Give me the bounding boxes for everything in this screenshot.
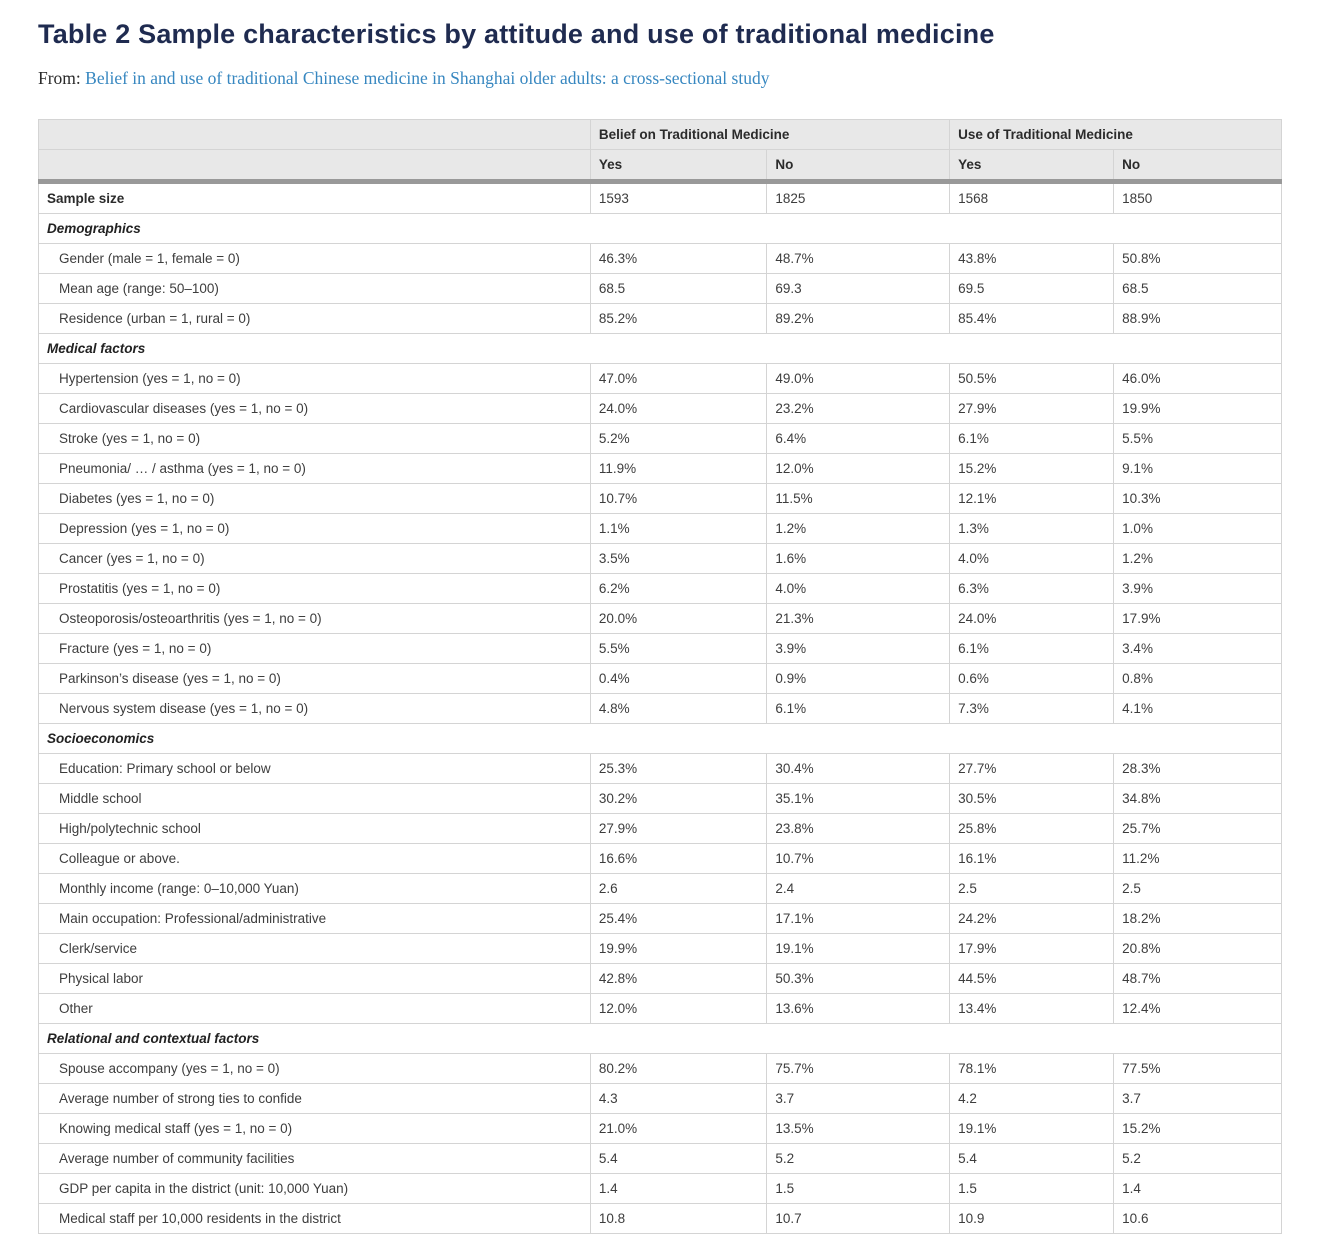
- cell-value: 1.5: [950, 1174, 1114, 1204]
- row-label: Colleague or above.: [39, 844, 591, 874]
- corner-cell: [39, 150, 591, 182]
- row-label: Other: [39, 994, 591, 1024]
- cell-value: 27.9%: [950, 394, 1114, 424]
- table-row: [39, 544, 1282, 574]
- table-row: [39, 1174, 1282, 1204]
- table-header: [39, 120, 1282, 182]
- column-header-use-yes: Yes: [950, 150, 1114, 182]
- cell-value: 25.8%: [950, 814, 1114, 844]
- cell-value: 1825: [767, 182, 950, 214]
- table-row: [39, 514, 1282, 544]
- table-row: [39, 304, 1282, 334]
- cell-value: 69.5: [950, 274, 1114, 304]
- cell-value: 24.0%: [950, 604, 1114, 634]
- cell-value: 2.4: [767, 874, 950, 904]
- cell-value: 1.2%: [1114, 544, 1282, 574]
- cell-value: 10.7%: [767, 844, 950, 874]
- cell-value: 5.4: [590, 1144, 767, 1174]
- cell-value: 5.2: [767, 1144, 950, 1174]
- cell-value: 6.1%: [950, 634, 1114, 664]
- cell-value: 4.1%: [1114, 694, 1282, 724]
- row-label: Hypertension (yes = 1, no = 0): [39, 364, 591, 394]
- cell-value: 85.2%: [590, 304, 767, 334]
- table-row: [39, 424, 1282, 454]
- row-label: Monthly income (range: 0–10,000 Yuan): [39, 874, 591, 904]
- cell-value: 3.7: [767, 1084, 950, 1114]
- cell-value: 47.0%: [590, 364, 767, 394]
- row-label: Average number of community facilities: [39, 1144, 591, 1174]
- row-label: Parkinson’s disease (yes = 1, no = 0): [39, 664, 591, 694]
- row-label: Diabetes (yes = 1, no = 0): [39, 484, 591, 514]
- cell-value: 25.7%: [1114, 814, 1282, 844]
- table-row: [39, 814, 1282, 844]
- row-label: Physical labor: [39, 964, 591, 994]
- cell-value: 0.4%: [590, 664, 767, 694]
- table-row: [39, 484, 1282, 514]
- row-label: Main occupation: Professional/administrative: [39, 904, 591, 934]
- table-row: [39, 934, 1282, 964]
- table-row: [39, 964, 1282, 994]
- cell-value: 16.6%: [590, 844, 767, 874]
- row-label: Residence (urban = 1, rural = 0): [39, 304, 591, 334]
- column-header-belief-no: No: [767, 150, 950, 182]
- cell-value: 10.7: [767, 1204, 950, 1234]
- cell-value: 6.3%: [950, 574, 1114, 604]
- row-label: Education: Primary school or below: [39, 754, 591, 784]
- row-label: Pneumonia/ … / asthma (yes = 1, no = 0): [39, 454, 591, 484]
- table-row: [39, 182, 1282, 214]
- cell-value: 3.9%: [1114, 574, 1282, 604]
- cell-value: 13.5%: [767, 1114, 950, 1144]
- row-label: Fracture (yes = 1, no = 0): [39, 634, 591, 664]
- cell-value: 2.5: [950, 874, 1114, 904]
- cell-value: 75.7%: [767, 1054, 950, 1084]
- cell-value: 30.2%: [590, 784, 767, 814]
- section-label: Relational and contextual factors: [39, 1024, 1282, 1054]
- cell-value: 89.2%: [767, 304, 950, 334]
- table-row: [39, 1054, 1282, 1084]
- cell-value: 88.9%: [1114, 304, 1282, 334]
- cell-value: 50.8%: [1114, 244, 1282, 274]
- cell-value: 3.7: [1114, 1084, 1282, 1114]
- table-row: [39, 604, 1282, 634]
- cell-value: 0.6%: [950, 664, 1114, 694]
- table-row: [39, 1144, 1282, 1174]
- cell-value: 5.4: [950, 1144, 1114, 1174]
- cell-value: 69.3: [767, 274, 950, 304]
- cell-value: 10.9: [950, 1204, 1114, 1234]
- cell-value: 24.2%: [950, 904, 1114, 934]
- cell-value: 17.1%: [767, 904, 950, 934]
- row-label: Spouse accompany (yes = 1, no = 0): [39, 1054, 591, 1084]
- cell-value: 68.5: [590, 274, 767, 304]
- from-label: From:: [38, 68, 81, 89]
- cell-value: 34.8%: [1114, 784, 1282, 814]
- table-row: [39, 394, 1282, 424]
- source-article-link[interactable]: Belief in and use of traditional Chinese medicine in Shanghai older adults: a cross-sectional study: [85, 68, 770, 89]
- cell-value: 4.3: [590, 1084, 767, 1114]
- table-row: [39, 904, 1282, 934]
- cell-value: 1.1%: [590, 514, 767, 544]
- cell-value: 15.2%: [1114, 1114, 1282, 1144]
- cell-value: 27.7%: [950, 754, 1114, 784]
- cell-value: 10.6: [1114, 1204, 1282, 1234]
- section-row: [39, 334, 1282, 364]
- cell-value: 77.5%: [1114, 1054, 1282, 1084]
- cell-value: 4.2: [950, 1084, 1114, 1114]
- cell-value: 1.4: [590, 1174, 767, 1204]
- cell-value: 19.9%: [590, 934, 767, 964]
- table-row: [39, 274, 1282, 304]
- cell-value: 11.2%: [1114, 844, 1282, 874]
- cell-value: 6.2%: [590, 574, 767, 604]
- cell-value: 1.5: [767, 1174, 950, 1204]
- cell-value: 3.5%: [590, 544, 767, 574]
- cell-value: 10.3%: [1114, 484, 1282, 514]
- cell-value: 1.2%: [767, 514, 950, 544]
- section-label: Medical factors: [39, 334, 1282, 364]
- from-line: [38, 68, 1282, 89]
- cell-value: 46.0%: [1114, 364, 1282, 394]
- page-title: Table 2 Sample characteristics by attitude and use of traditional medicine: [38, 19, 995, 49]
- cell-value: 16.1%: [950, 844, 1114, 874]
- cell-value: 1.4: [1114, 1174, 1282, 1204]
- cell-value: 78.1%: [950, 1054, 1114, 1084]
- cell-value: 20.8%: [1114, 934, 1282, 964]
- cell-value: 50.5%: [950, 364, 1114, 394]
- cell-value: 12.0%: [767, 454, 950, 484]
- cell-value: 13.6%: [767, 994, 950, 1024]
- cell-value: 1.6%: [767, 544, 950, 574]
- row-label: Cancer (yes = 1, no = 0): [39, 544, 591, 574]
- row-label: Knowing medical staff (yes = 1, no = 0): [39, 1114, 591, 1144]
- cell-value: 27.9%: [590, 814, 767, 844]
- cell-value: 68.5: [1114, 274, 1282, 304]
- cell-value: 19.9%: [1114, 394, 1282, 424]
- table-body: [39, 182, 1282, 1234]
- cell-value: 80.2%: [590, 1054, 767, 1084]
- cell-value: 2.5: [1114, 874, 1282, 904]
- row-label: Clerk/service: [39, 934, 591, 964]
- row-label: Average number of strong ties to confide: [39, 1084, 591, 1114]
- cell-value: 42.8%: [590, 964, 767, 994]
- cell-value: 17.9%: [950, 934, 1114, 964]
- table-row: [39, 634, 1282, 664]
- cell-value: 50.3%: [767, 964, 950, 994]
- cell-value: 25.3%: [590, 754, 767, 784]
- cell-value: 0.9%: [767, 664, 950, 694]
- cell-value: 4.0%: [767, 574, 950, 604]
- table-row: [39, 1084, 1282, 1114]
- cell-value: 49.0%: [767, 364, 950, 394]
- column-header-belief-yes: Yes: [590, 150, 767, 182]
- sample-characteristics-table: [38, 119, 1282, 1234]
- cell-value: 19.1%: [950, 1114, 1114, 1144]
- cell-value: 25.4%: [590, 904, 767, 934]
- table-row: [39, 1204, 1282, 1234]
- table-row: [39, 874, 1282, 904]
- cell-value: 20.0%: [590, 604, 767, 634]
- cell-value: 10.8: [590, 1204, 767, 1234]
- cell-value: 48.7%: [767, 244, 950, 274]
- row-label: Sample size: [39, 182, 591, 214]
- row-label: High/polytechnic school: [39, 814, 591, 844]
- corner-cell: [39, 120, 591, 150]
- cell-value: 12.0%: [590, 994, 767, 1024]
- cell-value: 12.1%: [950, 484, 1114, 514]
- table-row: [39, 574, 1282, 604]
- cell-value: 1.0%: [1114, 514, 1282, 544]
- cell-value: 46.3%: [590, 244, 767, 274]
- row-label: Nervous system disease (yes = 1, no = 0): [39, 694, 591, 724]
- table-row: [39, 364, 1282, 394]
- cell-value: 6.4%: [767, 424, 950, 454]
- table-row: [39, 244, 1282, 274]
- cell-value: 0.8%: [1114, 664, 1282, 694]
- cell-value: 2.6: [590, 874, 767, 904]
- table-row: [39, 664, 1282, 694]
- cell-value: 35.1%: [767, 784, 950, 814]
- cell-value: 10.7%: [590, 484, 767, 514]
- cell-value: 6.1%: [950, 424, 1114, 454]
- cell-value: 13.4%: [950, 994, 1114, 1024]
- table-row: [39, 454, 1282, 484]
- column-group-use: Use of Traditional Medicine: [950, 120, 1282, 150]
- table-row: [39, 1114, 1282, 1144]
- cell-value: 15.2%: [950, 454, 1114, 484]
- group-header-row: [39, 120, 1282, 150]
- cell-value: 44.5%: [950, 964, 1114, 994]
- cell-value: 21.3%: [767, 604, 950, 634]
- section-label: Socioeconomics: [39, 724, 1282, 754]
- row-label: Middle school: [39, 784, 591, 814]
- cell-value: 5.5%: [590, 634, 767, 664]
- row-label: Prostatitis (yes = 1, no = 0): [39, 574, 591, 604]
- cell-value: 18.2%: [1114, 904, 1282, 934]
- table-row: [39, 784, 1282, 814]
- cell-value: 23.2%: [767, 394, 950, 424]
- section-label: Demographics: [39, 214, 1282, 244]
- row-label: Cardiovascular diseases (yes = 1, no = 0): [39, 394, 591, 424]
- cell-value: 4.8%: [590, 694, 767, 724]
- table-row: [39, 754, 1282, 784]
- cell-value: 1.3%: [950, 514, 1114, 544]
- row-label: Stroke (yes = 1, no = 0): [39, 424, 591, 454]
- subheader-row: [39, 150, 1282, 182]
- row-label: Gender (male = 1, female = 0): [39, 244, 591, 274]
- table-row: [39, 994, 1282, 1024]
- cell-value: 5.5%: [1114, 424, 1282, 454]
- row-label: Mean age (range: 50–100): [39, 274, 591, 304]
- table-row: [39, 844, 1282, 874]
- cell-value: 24.0%: [590, 394, 767, 424]
- table-row: [39, 694, 1282, 724]
- cell-value: 85.4%: [950, 304, 1114, 334]
- cell-value: 5.2%: [590, 424, 767, 454]
- cell-value: 12.4%: [1114, 994, 1282, 1024]
- cell-value: 5.2: [1114, 1144, 1282, 1174]
- section-row: [39, 1024, 1282, 1054]
- section-row: [39, 214, 1282, 244]
- cell-value: 4.0%: [950, 544, 1114, 574]
- cell-value: 7.3%: [950, 694, 1114, 724]
- cell-value: 3.4%: [1114, 634, 1282, 664]
- cell-value: 1850: [1114, 182, 1282, 214]
- cell-value: 17.9%: [1114, 604, 1282, 634]
- cell-value: 23.8%: [767, 814, 950, 844]
- cell-value: 21.0%: [590, 1114, 767, 1144]
- cell-value: 43.8%: [950, 244, 1114, 274]
- row-label: Medical staff per 10,000 residents in the district: [39, 1204, 591, 1234]
- cell-value: 48.7%: [1114, 964, 1282, 994]
- cell-value: 1593: [590, 182, 767, 214]
- cell-value: 11.5%: [767, 484, 950, 514]
- cell-value: 30.4%: [767, 754, 950, 784]
- cell-value: 6.1%: [767, 694, 950, 724]
- cell-value: 1568: [950, 182, 1114, 214]
- cell-value: 3.9%: [767, 634, 950, 664]
- cell-value: 19.1%: [767, 934, 950, 964]
- section-row: [39, 724, 1282, 754]
- cell-value: 28.3%: [1114, 754, 1282, 784]
- row-label: Depression (yes = 1, no = 0): [39, 514, 591, 544]
- column-header-use-no: No: [1114, 150, 1282, 182]
- row-label: GDP per capita in the district (unit: 10,000 Yuan): [39, 1174, 591, 1204]
- cell-value: 9.1%: [1114, 454, 1282, 484]
- cell-value: 30.5%: [950, 784, 1114, 814]
- column-group-belief: Belief on Traditional Medicine: [590, 120, 949, 150]
- row-label: Osteoporosis/osteoarthritis (yes = 1, no = 0): [39, 604, 591, 634]
- cell-value: 11.9%: [590, 454, 767, 484]
